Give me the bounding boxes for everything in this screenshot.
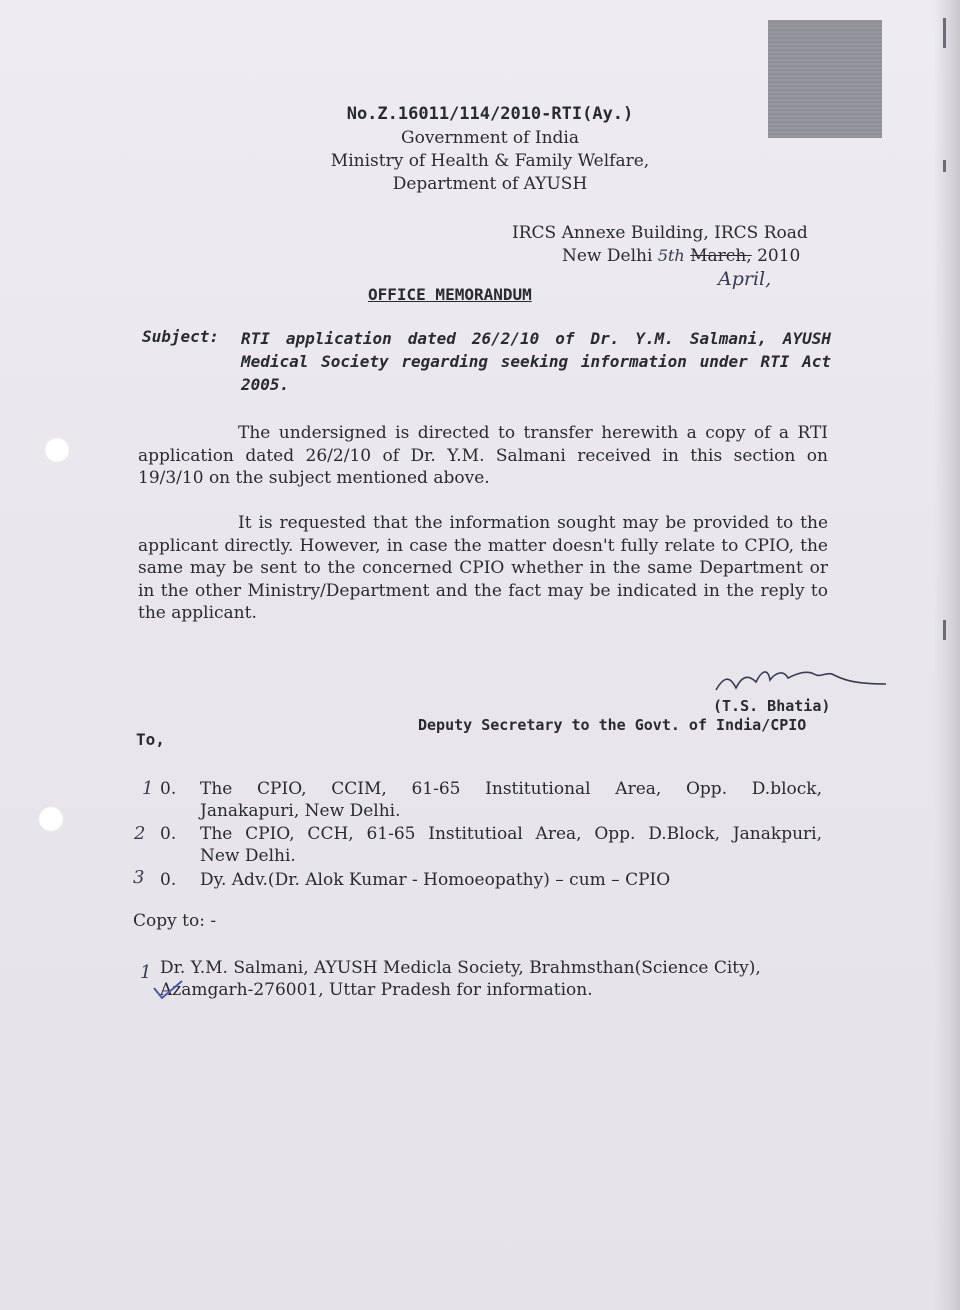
recipient-number: 0. xyxy=(160,779,177,799)
date-handwritten-month: April, xyxy=(718,268,772,290)
scan-edge-mark xyxy=(943,620,946,640)
recipient-1-line-2: Janakapuri, New Delhi. xyxy=(200,801,401,821)
recipient-2-line-1: The CPIO, CCH, 61-65 Institutioal Area, Opp. D.Block, Janakpuri, xyxy=(200,824,822,844)
recipient-2-line-2: New Delhi. xyxy=(200,846,296,866)
header-line-2: Ministry of Health & Family Welfare, xyxy=(330,151,650,171)
copy-to-label: Copy to: - xyxy=(133,911,217,931)
address-date-line xyxy=(562,246,800,266)
memo-title: OFFICE MEMORANDUM xyxy=(368,285,532,304)
body-paragraph-2: It is requested that the information sought may be provided to the applicant directly. However, in case the matter doesn't fully relate to CPIO, the same may be sent to the concerned CPIO whether in the same Department or in the other Ministry/Department and the fact may be indicated in the reply to the applicant. xyxy=(138,513,828,623)
subject-text: RTI application dated 26/2/10 of Dr. Y.M. Salmani, AYUSH Medical Society regarding seeking information under RTI Act 2005. xyxy=(241,329,831,394)
page-edge-shadow xyxy=(934,0,960,1310)
file-number: No.Z.16011/114/2010-RTI(Ay.) xyxy=(346,104,634,124)
header-line-1: Government of India xyxy=(401,128,579,148)
body-paragraph-1: The undersigned is directed to transfer herewith a copy of a RTI application dated 26/2/10 of Dr. Y.M. Salmani received in this section on 19/3/10 on the subject mentioned above. xyxy=(138,423,828,488)
date-struck-month: March, xyxy=(690,246,752,266)
header-line-3: Department of AYUSH xyxy=(392,174,588,194)
copy-to-entry: Dr. Y.M. Salmani, AYUSH Medicla Society, Brahmsthan(Science City), Azamgarh-276001, Uttar Pradesh for information. xyxy=(160,958,761,1000)
check-mark-icon xyxy=(152,980,184,1000)
recipient-hand-number: 2 xyxy=(134,823,146,844)
recipient-number: 0. xyxy=(160,824,177,844)
punch-hole xyxy=(44,437,70,463)
signature-scribble xyxy=(710,662,890,702)
scan-edge-mark xyxy=(943,160,946,172)
to-label: To, xyxy=(136,730,165,749)
signatory-name: (T.S. Bhatia) xyxy=(713,697,831,715)
address-city: New Delhi xyxy=(562,246,653,266)
date-year: 2010 xyxy=(757,246,801,266)
punch-hole xyxy=(38,806,64,832)
address-building: IRCS Annexe Building, IRCS Road xyxy=(512,223,808,243)
recipient-hand-number: 3 xyxy=(133,867,145,888)
recipient-number: 0. xyxy=(160,870,177,890)
recipient-1-line-1: The CPIO, CCIM, 61-65 Institutional Area, Opp. D.block, xyxy=(200,779,822,799)
subject-label: Subject: xyxy=(142,327,220,346)
signatory-designation: Deputy Secretary to the Govt. of India/CPIO xyxy=(418,716,807,734)
date-handwritten-day: 5th xyxy=(657,246,685,265)
recipient-hand-number: 1 xyxy=(142,778,154,799)
recipient-3-line-1: Dy. Adv.(Dr. Alok Kumar - Homoeopathy) – cum – CPIO xyxy=(200,870,671,890)
copy-hand-number: 1 xyxy=(140,962,152,983)
scan-edge-mark xyxy=(943,18,946,48)
